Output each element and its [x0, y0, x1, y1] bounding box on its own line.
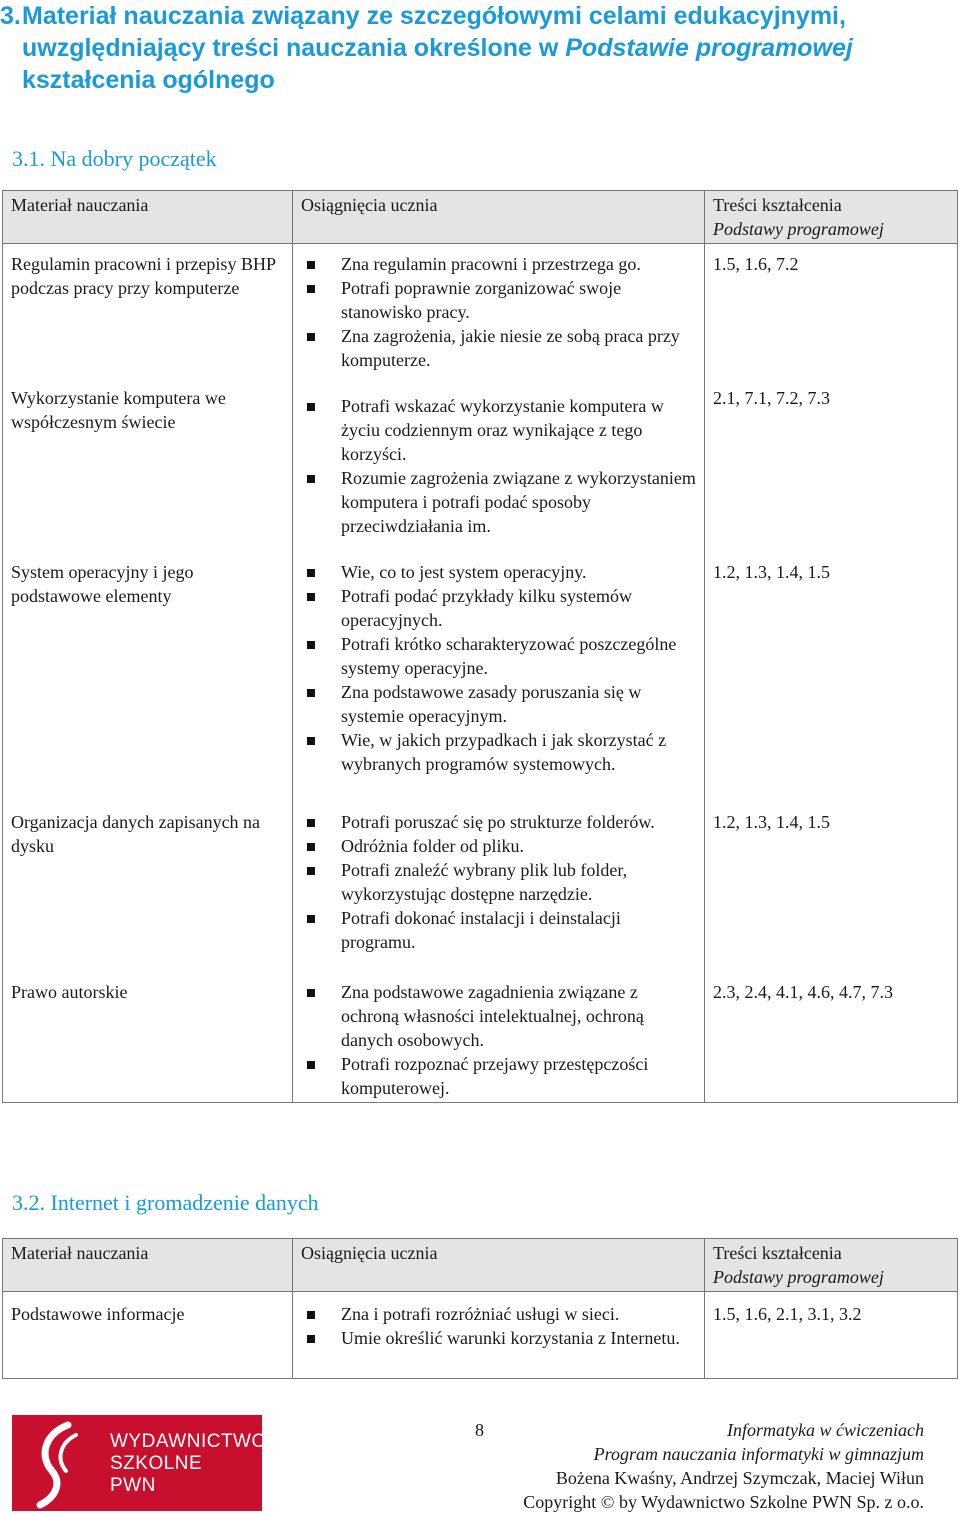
- list-item: Zna zagrożenia, jakie niesie ze sobą praca przy komputerze.: [301, 324, 696, 372]
- achievements-cell: [293, 244, 705, 373]
- list-item: Wie, w jakich przypadkach i jak skorzystać z wybranych programów systemowych.: [301, 728, 696, 776]
- logo-mark-icon: [16, 1415, 106, 1511]
- table-row: [3, 976, 958, 1103]
- codes-cell: 1.5, 1.6, 7.2: [705, 244, 958, 373]
- list-item: Odróżnia folder od pliku.: [301, 834, 696, 858]
- header-content: Treści kształcenia Podstawy programowej: [705, 1239, 958, 1292]
- material-cell: Regulamin pracowni i przepisy BHP podczas pracy przy komputerze: [3, 244, 293, 373]
- list-item: Potrafi poprawnie zorganizować swoje stanowisko pracy.: [301, 276, 696, 324]
- codes-cell: 2.1, 7.1, 7.2, 7.3: [705, 372, 958, 546]
- list-item: Potrafi krótko scharakteryzować poszczególne systemy operacyjne.: [301, 632, 696, 680]
- table-row: [3, 372, 958, 546]
- page-number: 8: [475, 1420, 484, 1440]
- table-row: [3, 244, 958, 373]
- codes-cell: 2.3, 2.4, 4.1, 4.6, 4.7, 7.3: [705, 976, 958, 1103]
- section-title-3-2: 3.2. Internet i gromadzenie danych: [12, 1190, 319, 1215]
- list-item: Potrafi poruszać się po strukturze folderów.: [301, 810, 696, 834]
- list-item: Potrafi wskazać wykorzystanie komputera w życiu codziennym oraz wynikające z tego korzyści.: [301, 394, 696, 466]
- section-title-3-1: 3.1. Na dobry początek: [12, 146, 217, 171]
- achievements-cell: [293, 976, 705, 1103]
- copyright: Copyright © by Wydawnictwo Szkolne PWN Sp. z o.o.: [523, 1492, 924, 1512]
- table-header-row: [3, 1239, 958, 1292]
- heading-number: 3.: [0, 2, 21, 30]
- list-item: Zna regulamin pracowni i przestrzega go.: [301, 252, 696, 276]
- header-material: Materiał nauczania: [3, 1239, 293, 1292]
- table-row: [3, 796, 958, 976]
- codes-cell: 1.2, 1.3, 1.4, 1.5: [705, 796, 958, 976]
- list-item: Potrafi podać przykłady kilku systemów operacyjnych.: [301, 584, 696, 632]
- material-cell: Wykorzystanie komputera we współczesnym świecie: [3, 372, 293, 546]
- list-item: Zna podstawowe zasady poruszania się w systemie operacyjnym.: [301, 680, 696, 728]
- program-title: Program nauczania informatyki w gimnazjum: [593, 1444, 924, 1464]
- list-item: Rozumie zagrożenia związane z wykorzystaniem komputera i potrafi podać sposoby przeciwdziałania im.: [301, 466, 696, 538]
- table-header-row: [3, 191, 958, 244]
- curriculum-table-3-1: [2, 190, 958, 1103]
- achievements-cell: [293, 546, 705, 796]
- header-achievements: Osiągnięcia ucznia: [293, 191, 705, 244]
- codes-cell: 1.2, 1.3, 1.4, 1.5: [705, 546, 958, 796]
- material-cell: Organizacja danych zapisanych na dysku: [3, 796, 293, 976]
- main-heading: [0, 0, 955, 96]
- table-row: [3, 1292, 958, 1379]
- codes-cell: 1.5, 1.6, 2.1, 3.1, 3.2: [705, 1292, 958, 1379]
- heading-text-italic: Podstawie programowej: [565, 34, 853, 62]
- achievements-cell: [293, 372, 705, 546]
- material-cell: System operacyjny i jego podstawowe elementy: [3, 546, 293, 796]
- achievements-cell: [293, 796, 705, 976]
- header-achievements: Osiągnięcia ucznia: [293, 1239, 705, 1292]
- heading-text-1: Materiał nauczania związany ze szczegółowymi celami edukacyjnymi, uwzględniający treści nauczania określone w: [22, 2, 846, 62]
- logo-text: WYDAWNICTWO SZKOLNE PWN: [110, 1431, 267, 1496]
- list-item: Zna podstawowe zagadnienia związane z ochroną własności intelektualnej, ochroną danych osobowych.: [301, 980, 696, 1052]
- table-row: [3, 546, 958, 796]
- footer-info: [523, 1418, 924, 1514]
- authors: Bożena Kwaśny, Andrzej Szymczak, Maciej Wiłun: [555, 1468, 924, 1488]
- achievements-cell: [293, 1292, 705, 1379]
- list-item: Wie, co to jest system operacyjny.: [301, 560, 696, 584]
- material-cell: Prawo autorskie: [3, 976, 293, 1103]
- publisher-logo: [12, 1415, 267, 1511]
- material-cell: Podstawowe informacje: [3, 1292, 293, 1379]
- list-item: Zna i potrafi rozróżniać usługi w sieci.: [301, 1302, 696, 1326]
- header-content: Treści kształcenia Podstawy programowej: [705, 191, 958, 244]
- curriculum-table-3-2: [2, 1238, 958, 1379]
- list-item: Potrafi znaleźć wybrany plik lub folder, wykorzystując dostępne narzędzie.: [301, 858, 696, 906]
- book-title: Informatyka w ćwiczeniach: [727, 1420, 924, 1440]
- list-item: Potrafi rozpoznać przejawy przestępczości komputerowej.: [301, 1052, 696, 1100]
- list-item: Umie określić warunki korzystania z Internetu.: [301, 1326, 696, 1350]
- header-material: Materiał nauczania: [3, 191, 293, 244]
- list-item: Potrafi dokonać instalacji i deinstalacji programu.: [301, 906, 696, 954]
- heading-text-2: kształcenia ogólnego: [22, 66, 275, 94]
